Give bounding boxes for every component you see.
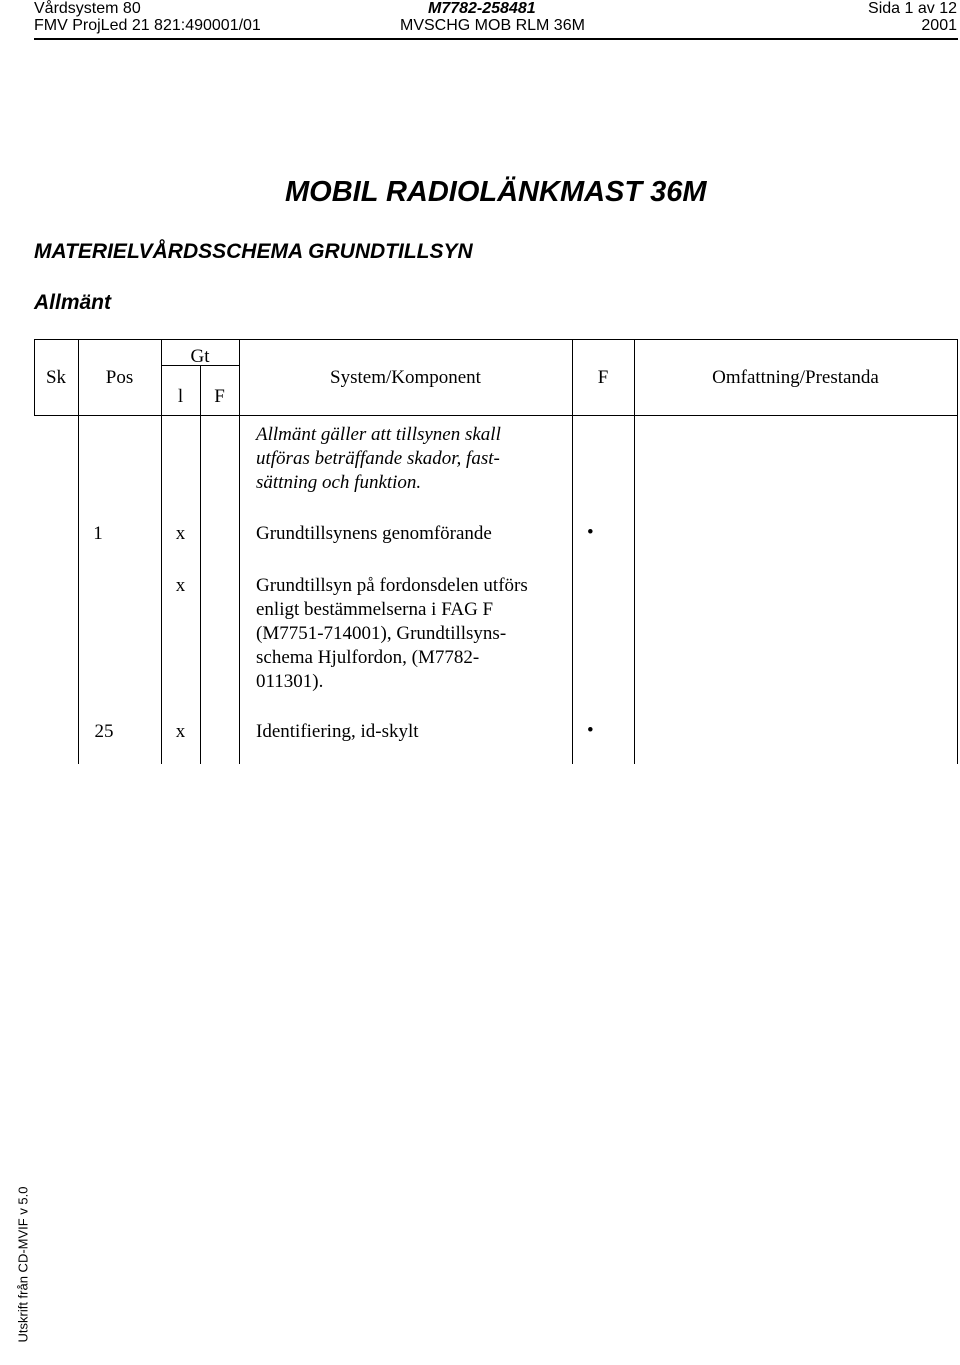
row-system-text: Grundtillsyn på fordonsdelen utförs (256, 575, 528, 596)
document-subtitle: MATERIELVÅRDSSCHEMA GRUNDTILLSYN (34, 240, 473, 263)
col-divider-f-omfattning (634, 339, 635, 764)
col-divider-system-f (572, 339, 573, 764)
row-system-text: Identifiering, id-skylt (256, 721, 419, 742)
header-f: F (597, 367, 609, 388)
header-gt-f: F (214, 386, 225, 407)
row-f-bullet: • (587, 720, 594, 741)
header-year: 2001 (921, 17, 957, 34)
table-header-bottom-border (34, 415, 958, 416)
col-divider-gt-system (239, 339, 240, 764)
table-right-border (957, 339, 958, 764)
section-heading: Allmänt (34, 291, 112, 314)
row-system-text: schema Hjulfordon, (M7782- (256, 647, 480, 668)
row-system-text: Grundtillsynens genomförande (256, 523, 492, 544)
header-doc-number: M7782-258481 (428, 0, 536, 17)
row-pos: 1 (93, 523, 103, 544)
header-gt-l: l (177, 386, 184, 407)
header-product: MVSCHG MOB RLM 36M (400, 17, 585, 34)
row-gt-l-mark: x (175, 523, 186, 544)
header-pos: Pos (105, 367, 134, 388)
intro-note-line: sättning och funktion. (256, 472, 422, 493)
header-page: Sida 1 av 12 (868, 0, 957, 17)
row-system-text: 011301). (256, 671, 324, 692)
document-title: MOBIL RADIOLÄNKMAST 36M (285, 176, 707, 208)
header-system: Vårdsystem 80 (34, 0, 141, 17)
row-gt-l-mark: x (175, 575, 186, 596)
row-system-text: (M7751-714001), Grundtillsyns- (256, 623, 507, 644)
print-source-note: Utskrift från CD-MVIF v 5.0 (15, 1186, 31, 1343)
header-system-komponent: System/Komponent (330, 367, 481, 388)
col-divider-gt-l-f (200, 365, 201, 764)
header-sk: Sk (45, 367, 67, 388)
header-rule (34, 38, 958, 40)
row-gt-l-mark: x (175, 721, 186, 742)
row-system-text: enligt bestämmelserna i FAG F (256, 599, 494, 620)
table-top-border (34, 339, 958, 340)
row-pos: 25 (94, 721, 114, 742)
header-project: FMV ProjLed 21 821:490001/01 (34, 17, 261, 34)
col-divider-sk-pos (78, 339, 79, 764)
row-f-bullet: • (587, 522, 594, 543)
intro-note-line: Allmänt gäller att tillsynen skall (256, 424, 501, 445)
header-omfattning-prestanda: Omfattning/Prestanda (712, 367, 879, 388)
intro-note-line: utföras beträffande skador, fast- (256, 448, 500, 469)
header-gt: Gt (190, 346, 210, 367)
